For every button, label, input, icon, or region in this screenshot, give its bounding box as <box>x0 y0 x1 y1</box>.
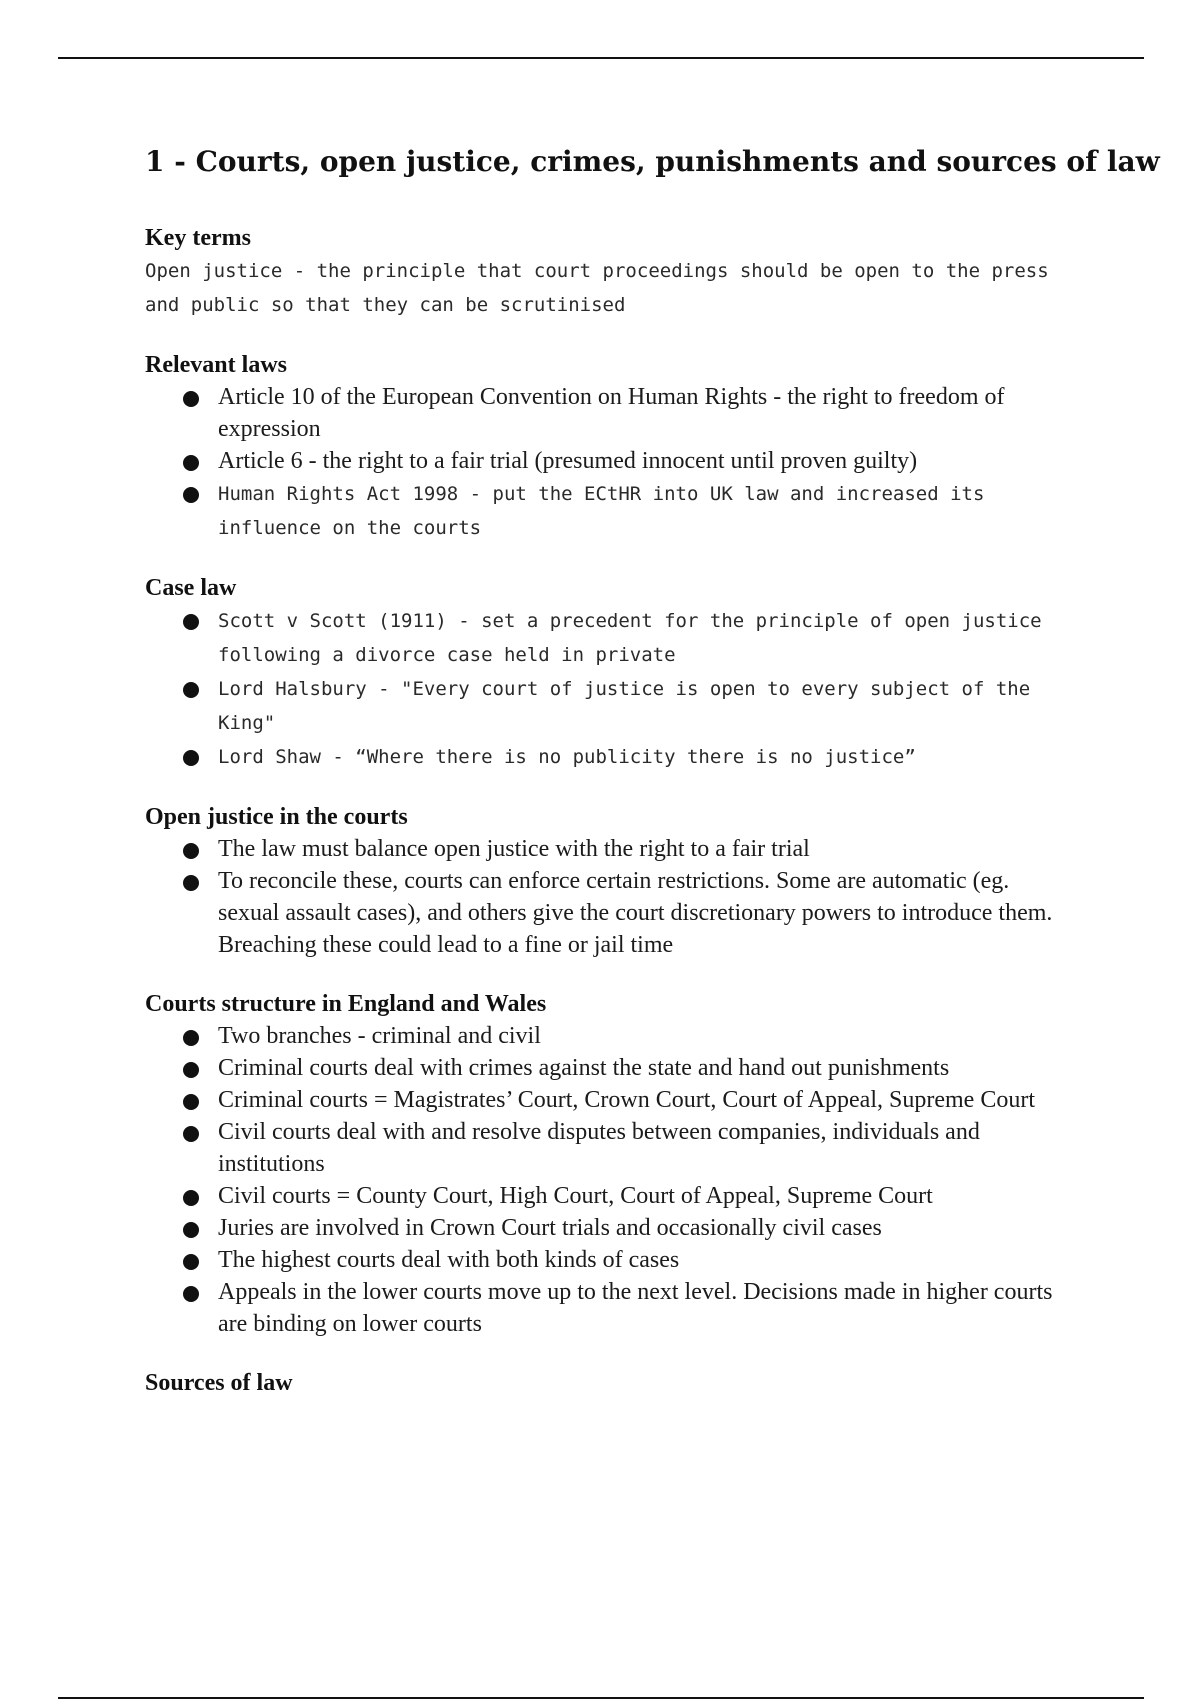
list-item-text: Civil courts deal with and resolve disputes between companies, individuals and institutions <box>218 1119 980 1177</box>
list-item-text: Article 10 of the European Convention on Human Rights - the right to freedom of expression <box>218 384 1005 442</box>
bullet-icon <box>183 875 199 891</box>
list-item <box>145 833 1065 865</box>
list-item-text: Scott v Scott (1911) - set a precedent for the principle of open justice following a divorce case held in private <box>218 610 1042 666</box>
section-heading: Relevant laws <box>145 352 287 378</box>
bullet-icon <box>183 750 199 766</box>
list-item <box>145 1276 1065 1340</box>
bullet-list <box>145 1020 1065 1340</box>
footer-rule <box>58 1697 1144 1699</box>
bullet-icon <box>183 1190 199 1206</box>
list-item <box>145 1212 1065 1244</box>
bullet-icon <box>183 843 199 859</box>
bullet-icon <box>183 1222 199 1238</box>
key-term-definition: Open justice - the principle that court proceedings should be open to the press and public so that they can be scrutinised <box>145 260 1049 316</box>
bullet-icon <box>183 1254 199 1270</box>
bullet-icon <box>183 455 199 471</box>
list-item <box>145 445 1065 477</box>
section-case-law <box>145 572 1065 774</box>
section-heading: Sources of law <box>145 1370 293 1396</box>
bullet-icon <box>183 614 199 630</box>
list-item <box>145 1084 1065 1116</box>
bullet-list <box>145 381 1065 545</box>
list-item-text: Civil courts = County Court, High Court, Court of Appeal, Supreme Court <box>218 1183 933 1209</box>
list-item-text: The highest courts deal with both kinds of cases <box>218 1247 680 1273</box>
bullet-icon <box>183 391 199 407</box>
list-item <box>145 1180 1065 1212</box>
list-item-text: Lord Halsbury - "Every court of justice is open to every subject of the King" <box>218 678 1031 734</box>
list-item <box>145 1052 1065 1084</box>
section-heading: Case law <box>145 575 237 601</box>
list-item <box>145 477 1065 545</box>
list-item-text: Criminal courts deal with crimes against the state and hand out punishments <box>218 1055 950 1081</box>
document-body <box>145 140 1160 1399</box>
header-rule <box>58 57 1144 59</box>
list-item <box>145 865 1065 961</box>
list-item-text: Article 6 - the right to a fair trial (presumed innocent until proven guilty) <box>218 448 918 474</box>
section-key-terms <box>145 222 1065 322</box>
section-relevant-laws <box>145 349 1065 545</box>
list-item <box>145 1116 1065 1180</box>
bullet-list <box>145 833 1065 961</box>
bullet-list <box>145 604 1065 774</box>
bullet-icon <box>183 682 199 698</box>
bullet-icon <box>183 1094 199 1110</box>
bullet-icon <box>183 1062 199 1078</box>
list-item <box>145 1244 1065 1276</box>
section-heading: Courts structure in England and Wales <box>145 991 547 1017</box>
section-open-justice <box>145 801 1065 961</box>
section-sources-of-law <box>145 1367 1065 1399</box>
section-courts-structure <box>145 988 1065 1340</box>
section-heading: Open justice in the courts <box>145 804 408 830</box>
list-item <box>145 672 1065 740</box>
section-heading: Key terms <box>145 225 251 251</box>
list-item-text: The law must balance open justice with the right to a fair trial <box>218 836 810 862</box>
list-item-text: Two branches - criminal and civil <box>218 1023 541 1049</box>
list-item <box>145 604 1065 672</box>
list-item <box>145 1020 1065 1052</box>
bullet-icon <box>183 1030 199 1046</box>
bullet-icon <box>183 1286 199 1302</box>
list-item-text: Juries are involved in Crown Court trials and occasionally civil cases <box>218 1215 882 1241</box>
list-item-text: Human Rights Act 1998 - put the ECtHR into UK law and increased its influence on the courts <box>218 483 985 539</box>
bullet-icon <box>183 487 199 503</box>
list-item-text: Criminal courts = Magistrates’ Court, Crown Court, Court of Appeal, Supreme Court <box>218 1087 1035 1113</box>
list-item-text: Appeals in the lower courts move up to the next level. Decisions made in higher courts are binding on lower courts <box>218 1279 1053 1337</box>
list-item-text: To reconcile these, courts can enforce certain restrictions. Some are automatic (eg. sexual assault cases), and others give the court discretionary powers to introduce them. Breaching these could lead to a fine or jail time <box>218 868 1053 958</box>
list-item-text: Lord Shaw - “Where there is no publicity there is no justice” <box>218 746 916 768</box>
list-item <box>145 381 1065 445</box>
document-title: 1 - Courts, open justice, crimes, punishments and sources of law <box>145 145 1160 178</box>
bullet-icon <box>183 1126 199 1142</box>
list-item <box>145 740 1065 774</box>
